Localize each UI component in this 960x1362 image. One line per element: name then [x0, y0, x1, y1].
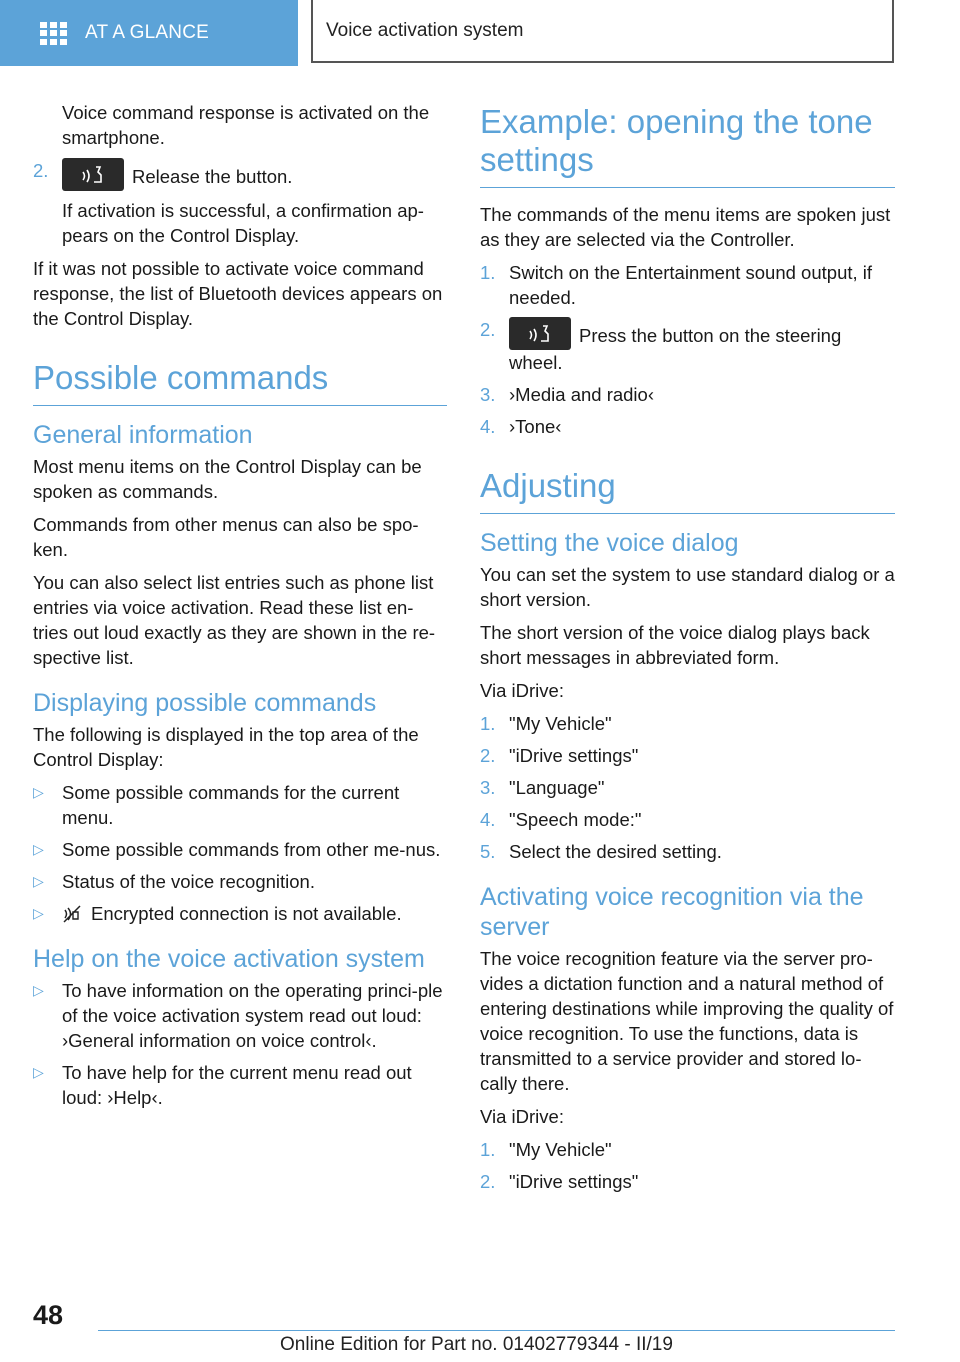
list-item: ▷ Status of the voice recognition. [33, 871, 315, 892]
dialog-steps [480, 711, 895, 864]
triangle-bullet-icon: ▷ [33, 1064, 44, 1080]
section-title-box [311, 0, 894, 63]
edition-note: Online Edition for Part no. 01402779344 - II/19 [280, 1334, 673, 1355]
help-list [33, 978, 447, 1110]
list-item [33, 158, 447, 191]
left-column [33, 100, 447, 1117]
heading-server: Activating voice recognition via the server [480, 883, 864, 941]
voice-button-icon [62, 158, 124, 191]
step-number: 2. [33, 160, 49, 181]
list-item: 2. "iDrive settings" [480, 1171, 639, 1192]
list-item: 4. "Speech mode:" [480, 809, 642, 830]
footer-divider [98, 1330, 895, 1331]
server-steps [480, 1137, 895, 1194]
list-item: 1. "My Vehicle" [480, 713, 612, 734]
general-paragraph-1: Most menu items on the Control Display can be spoken as commands. [33, 456, 422, 502]
list-item: ▷ To have information on the operating princi-ple of the voice activation system read out loud: ›General information on voice control‹. [33, 980, 443, 1051]
dialog-paragraph-2: The short version of the voice dialog plays back short messages in abbreviated form. [480, 622, 870, 668]
heading-help: Help on the voice activation system [33, 945, 425, 973]
triangle-bullet-icon: ▷ [33, 784, 44, 800]
tab-label: AT A GLANCE [85, 22, 209, 43]
list-item: ▷ Some possible commands from other me-nus. [33, 839, 441, 860]
heading-general-information: General information [33, 421, 253, 449]
step-text: Release the button. [62, 158, 292, 191]
list-item: ▷ To have help for the current menu read out loud: ›Help‹. [33, 1062, 412, 1108]
list-item: ▷ Encrypted connection is not available. [33, 903, 402, 924]
triangle-bullet-icon: ▷ [33, 982, 44, 998]
example-paragraph: The commands of the menu items are spoken just as they are selected via the Controller. [480, 204, 891, 250]
at-a-glance-tab[interactable] [0, 0, 298, 66]
voice-button-icon [509, 317, 571, 350]
list-item: 1. "My Vehicle" [480, 1139, 612, 1160]
via-idrive-label: Via iDrive: [480, 680, 564, 701]
displaying-list [33, 780, 447, 926]
via-idrive-label: Via iDrive: [480, 1106, 564, 1127]
heading-voice-dialog: Setting the voice dialog [480, 529, 739, 557]
list-item: 3. "Language" [480, 777, 605, 798]
triangle-bullet-icon: ▷ [33, 873, 44, 889]
heading-displaying-commands: Displaying possible commands [33, 689, 377, 717]
encryption-unavailable-icon [62, 904, 82, 924]
confirmation-note: If activation is successful, a confirmation ap-pears on the Control Display. [62, 200, 424, 246]
list-item: ▷ Some possible commands for the current menu. [33, 782, 400, 828]
list-item: 1. Switch on the Entertainment sound output, if needed. [480, 262, 873, 308]
list-item: 2. Press the button on the steering wheel. [480, 319, 842, 373]
list-item: 4. ›Tone‹ [480, 416, 562, 437]
list-item: 5. Select the desired setting. [480, 841, 722, 862]
dialog-paragraph-1: You can set the system to use standard dialog or a short version. [480, 564, 895, 610]
heading-possible-commands: Possible commands [33, 359, 447, 406]
general-paragraph-2: Commands from other menus can also be spo-ken. [33, 514, 419, 560]
general-paragraph-3: You can also select list entries such as phone list entries via voice activation. Read these list en-tries out loud exactly as they are shown in the re-spective list. [33, 572, 436, 668]
server-paragraph: The voice recognition feature via the server pro-vides a dictation function and a natural method of entering destinations while improving the quality of voice recognition. To use the functions, data is transmitted to a service provider and stored lo-cally there. [480, 948, 894, 1094]
triangle-bullet-icon: ▷ [33, 905, 44, 921]
fail-text: If it was not possible to activate voice command response, the list of Bluetooth devices appears on the Control Display. [33, 258, 443, 329]
page-number: 48 [33, 1300, 64, 1330]
section-title: Voice activation system [326, 19, 524, 41]
list-item: 2. "iDrive settings" [480, 745, 639, 766]
intro-text: Voice command response is activated on the smartphone. [62, 102, 430, 148]
page-header [0, 0, 960, 66]
displaying-paragraph: The following is displayed in the top area of the Control Display: [33, 724, 419, 770]
heading-example: Example: opening the tone settings [480, 103, 895, 188]
list-item: 3. ›Media and radio‹ [480, 384, 654, 405]
right-column [480, 100, 895, 1201]
heading-adjusting: Adjusting [480, 467, 895, 514]
grid-icon [40, 22, 67, 45]
example-steps [480, 260, 895, 439]
triangle-bullet-icon: ▷ [33, 841, 44, 857]
